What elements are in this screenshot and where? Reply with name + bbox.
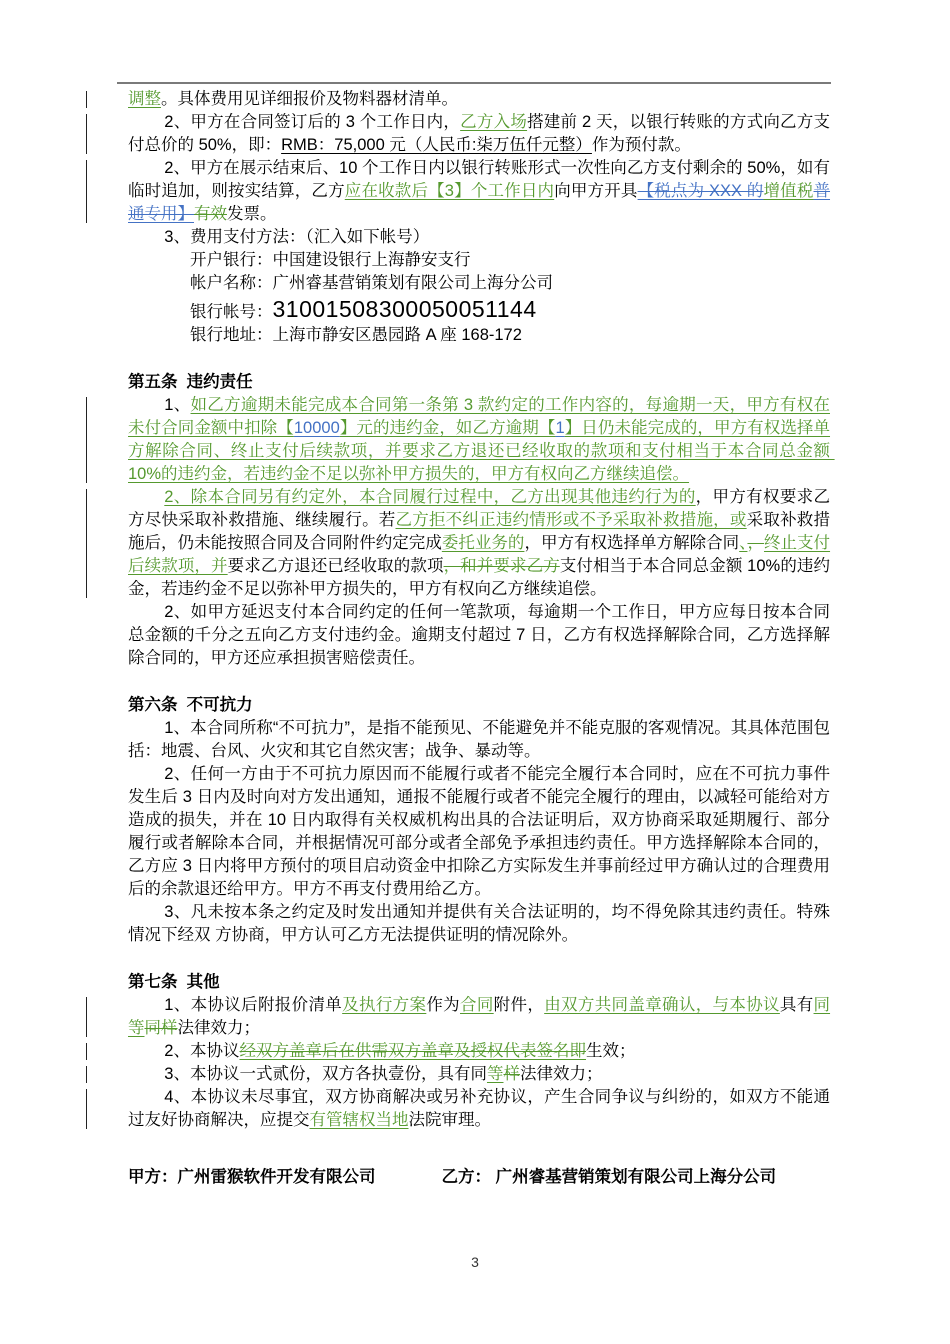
paragraph [128,111,830,157]
paragraph [128,226,830,249]
horizontal-rule [117,82,831,84]
text-run-ins-g: 委托业务的 [441,534,525,552]
paragraph [128,901,830,947]
text-run-del-g: ， [747,534,764,552]
text-run-big: 31001508300050051144 [272,296,537,322]
text-run-ins-g: 终止支付后续款项，并 [128,534,831,575]
text-run: 法律效力； [519,1065,603,1083]
text-run-ins-g: 乙方入场 [460,113,528,131]
paragraph [128,1086,830,1132]
text-run: 第七条 其他 [128,973,220,991]
signature-line [128,1166,830,1189]
text-run: 发票。 [227,205,277,223]
text-run-ins-b: 1 [555,419,565,437]
text-run: 银行帐号： [190,303,273,321]
text-run-insdel-g: 经双方盖章后在供需双方盖章及授权代表签名即 [239,1042,586,1060]
text-run: 4、本协议未尽事宜，双方协商解决或另补充协议，产生合同争议与纠纷的，如双方不能通过友好协商解决，应提交 [128,1088,830,1129]
text-run: 支付相当于本合同总金额 10%的违约金，若违约金不足以弥补甲方损失的，甲方有权向乙方继续追偿。 [128,557,831,598]
text-run: 2、本协议 [164,1042,240,1060]
paragraph [128,717,830,763]
text-run: 向甲方开具 [554,182,638,200]
text-run-ins-b: 10000 [293,419,340,437]
text-run-ins-g: 如乙方逾期未能完成本合同第一条第 3 款约定的工作内容的，每逾期一天，甲方有权在未付合同金额中扣除【 [128,396,830,437]
text-run-del-g: 有效 [194,205,227,223]
section-heading [128,971,830,994]
document-body [128,88,835,1132]
text-run: 作为预付款。 [591,136,691,154]
text-run-ins-g: 合同 [460,996,494,1014]
party-a-label: 甲方：广州雷猴软件开发有限公司 [128,1168,376,1186]
text-run: 要求乙方退还已经收取的款项 [227,557,444,575]
paragraph [128,1063,830,1086]
paragraph [128,88,830,111]
text-run: 采取补救措施后，仍未能按照合同及合同附件约定完成 [128,511,831,552]
text-run-ins-g: 】日仍未能完成的，甲方有权选择单方解除合同、终止支付后续款项，并要求乙方退还已经收取的款项和支付相当于本合同总金额 10%的违约金，若违约金不足以弥补甲方损失的，甲方有权向乙方继续追偿。 [128,419,835,483]
paragraph [128,324,830,347]
text-run: 2、甲方在合同签订后的 3 个工作日内， [164,113,461,131]
text-run-ins-g: 调整 [128,90,161,108]
paragraph [128,1040,830,1063]
paragraph [128,272,830,295]
text-run-u: RMB：75,000 元（人民币:柒万伍仟元整） [281,136,592,154]
paragraph [128,249,830,272]
text-run: 3、凡未按本条之约定及时发出通知并提供有关合法证明的，均不得免除其违约责任。特殊情况下经双 方协商，甲方认可乙方无法提供证明的情况除外。 [128,903,830,944]
text-run: 生效； [585,1042,636,1060]
text-run-del-g: 同样 [144,1019,178,1037]
text-run-ins-g: 应在收款后【3】个工作日内 [344,182,555,200]
text-run: 第六条 不可抗力 [128,696,253,714]
text-run-ins-g: 及执行方案 [342,996,427,1014]
text-run: 第五条 违约责任 [128,373,253,391]
paragraph [128,157,830,226]
text-run-ins-g: 同等 [128,996,831,1037]
text-run: 银行地址：上海市静安区愚园路 A 座 168-172 [190,326,522,344]
text-run: 2、甲方在展示结束后、10 个工作日内以银行转账形式一次性向乙方支付剩余的 50%，如有临时追加，则按实结算，乙方 [128,159,830,200]
text-run: 法律效力； [177,1019,260,1037]
text-run: 2、任何一方由于不可抗力原因而不能履行或者不能完全履行本合同时，应在不可抗力事件发生后 3 日内及时向对方发出通知，通报不能履行或者不能完全履行的理由，以减轻可能给对方造成的损失，并在 10 日内取得有关权威机构出具的合法证明后，双方协商采取延期履行、部分履行或者解除本合同，并根据情况可部分或者全部免予承担违约责任。甲方选择解除本合同的，乙方应 3 日内将甲方预付的项目启动资金中扣除乙方实际发生并事前经过甲方确认过的合理费用后的余款退还给甲方。甲方不再支付费用给乙方。 [128,765,830,898]
paragraph [128,763,830,901]
text-run-del-g: 样 [503,1065,520,1083]
text-run: 3、费用支付方法：（汇入如下帐号） [164,228,430,246]
text-run: 2、如甲方延迟支付本合同约定的任何一笔款项，每逾期一个工作日，甲方应每日按本合同总金额的千分之五向乙方支付违约金。逾期支付超过 7 日，乙方有权选择解除合同，乙方选择解除合同的，甲方还应承担损害赔偿责任。 [128,603,830,667]
text-run-ins-g: 乙方拒不纠正违约情形或不予采取补救措施，或 [395,511,747,529]
text-run: 具有 [779,996,814,1014]
text-run: 附件， [493,996,545,1014]
text-run: 3、本协议一式贰份，双方各执壹份，具有同 [164,1065,487,1083]
text-run: 1、 [164,396,191,414]
text-run: 1、本合同所称“不可抗力”，是指不能预见、不能避免并不能克服的客观情况。其具体范围包括：地震、台风、火灾和其它自然灾害；战争、暴动等。 [128,719,830,760]
text-run-ins-g: 增值税 [763,182,814,200]
text-run: 。具体费用见详细报价及物料器材清单。 [161,90,458,108]
text-run: ，甲方有权要求乙方尽快采取补救措施、继续履行。若 [128,488,830,529]
text-run-ins-g: 有管辖权当地 [309,1111,409,1129]
text-run-ins-g: 】元的违约金，如乙方逾期【 [339,419,556,437]
paragraph [128,486,830,601]
page-number: 3 [471,1254,479,1270]
text-run: 作为 [426,996,460,1014]
text-run: ，甲方有权选择单方解除合同 [524,534,740,552]
paragraph [128,394,835,486]
text-run: 法院审理。 [408,1111,491,1129]
text-run-insdel-b: 【税点为 XXX 的 [637,182,764,200]
text-run: 开户银行：中国建设银行上海静安支行 [190,251,471,269]
text-run-ins-g: 、 [739,534,748,552]
paragraph [128,994,830,1040]
text-run-ins-g: 2、除本合同另有约定外，本合同履行过程中，乙方出现其他违约行为的 [164,488,696,506]
section-heading [128,694,830,717]
section-heading [128,371,830,394]
paragraph [128,295,830,324]
text-run: 1、本协议后附报价清单 [164,996,343,1014]
text-run-del-g: ，和并要求乙方 [443,557,560,575]
paragraph [128,601,830,670]
text-run-ins-g: 等 [486,1065,504,1083]
party-b-label: 乙方： 广州睿基营销策划有限公司上海分公司 [441,1168,777,1186]
text-run: 搭建前 2 天，以银行转账的方式向乙方支付总价的 50%，即： [128,113,830,154]
text-run: 帐户名称：广州睿基营销策划有限公司上海分公司 [190,274,553,292]
text-run-insdel-b: 普通专用】 [128,182,831,223]
text-run-ins-g: 由双方共同盖章确认，与本协议 [544,996,780,1014]
